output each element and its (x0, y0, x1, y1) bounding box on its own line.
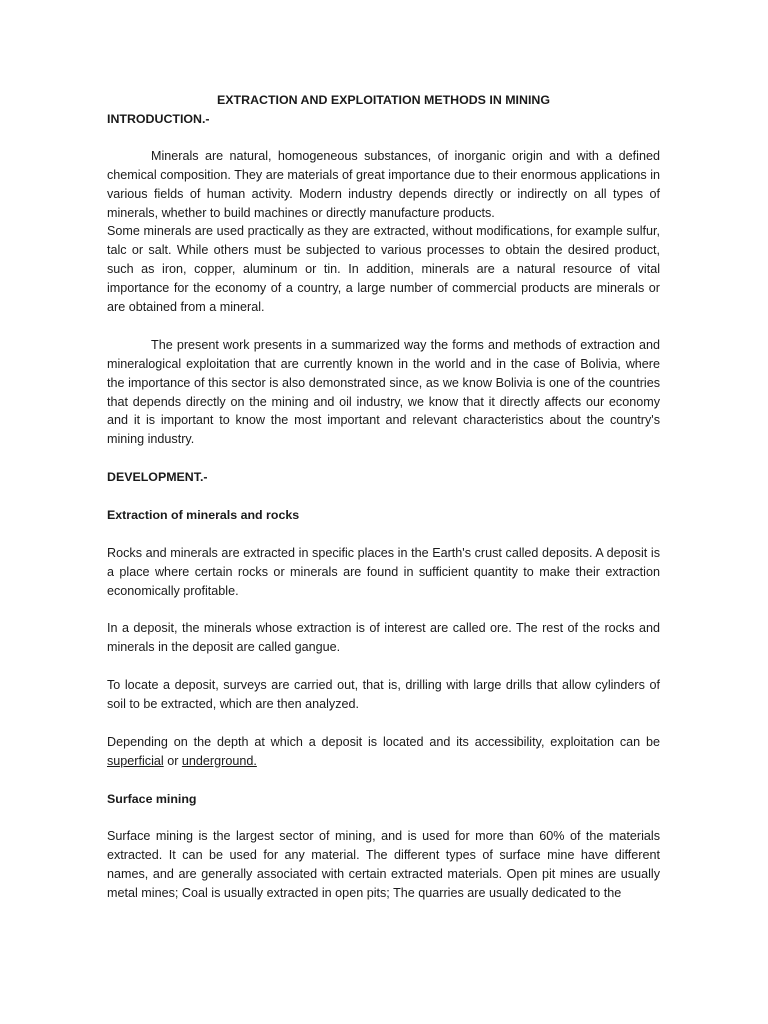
extraction-paragraph-4-text: Depending on the depth at which a deposit is located and its accessibility, exploitation can be (107, 734, 660, 749)
spacer (107, 657, 660, 676)
spacer (107, 487, 660, 506)
extraction-heading: Extraction of minerals and rocks (107, 507, 300, 522)
introduction-heading: INTRODUCTION.- (107, 111, 210, 126)
intro-paragraph-2: Some minerals are used practically as they are extracted, without modifications, for example sulfur, talc or salt. While others must be subjected to various processes to obtain the desired product, such as iron, copper, aluminum or tin. In addition, minerals are a natural resource of vital importance for the economy of a country, a large number of commercial products are minerals or are obtained from a mineral. (107, 224, 660, 315)
or-text: or (167, 753, 179, 768)
spacer (107, 601, 660, 620)
intro-paragraph-3: The present work presents in a summarized way the forms and methods of extraction and mineralogical exploitation that are currently known in the world and in the case of Bolivia, where the importance of this sector is also demonstrated since, as we know Bolivia is one of the countries that depends directly on the mining and oil industry, we know that it directly affects our economy and it is important to know the most important and relevant characteristics about the country's mining industry. (107, 337, 660, 447)
document-page (107, 91, 660, 903)
superficial-link[interactable]: superficial (107, 753, 164, 768)
underground-link[interactable]: underground. (181, 753, 257, 768)
extraction-paragraph-3: To locate a deposit, surveys are carried out, that is, drilling with large drills that allow cylinders of soil to be extracted, which are then analyzed. (107, 678, 660, 711)
surface-mining-heading: Surface mining (107, 791, 197, 806)
spacer (107, 771, 660, 790)
extraction-paragraph-2: In a deposit, the minerals whose extraction is of interest are called ore. The rest of the rocks and minerals in the deposit are called gangue. (107, 621, 660, 655)
document-title: EXTRACTION AND EXPLOITATION METHODS IN MINING (217, 93, 550, 107)
extraction-paragraph-1: Rocks and minerals are extracted in specific places in the Earth's crust called deposits. A deposit is a place where certain rocks or minerals are found in sufficient quantity to make their extraction economically profitable. (107, 545, 660, 598)
extraction-paragraph-4 (107, 733, 660, 771)
spacer (107, 714, 660, 733)
spacer (107, 525, 660, 544)
spacer (107, 317, 660, 336)
development-heading: DEVELOPMENT.- (107, 470, 208, 485)
spacer (107, 449, 660, 468)
surface-mining-paragraph-1: Surface mining is the largest sector of mining, and is used for more than 60% of the materials extracted. It can be used for any material. The different types of surface mine have different names, and are generally associated with certain extracted materials. Open pit mines are usually metal mines; Coal is usually extracted in open pits; The quarries are usually dedicated to the (107, 829, 660, 901)
spacer (107, 129, 660, 147)
spacer (107, 808, 660, 827)
intro-paragraph-1: Minerals are natural, homogeneous substances, of inorganic origin and with a defined chemical composition. They are materials of great importance due to their enormous applications in various fields of human activity. Modern industry depends directly or indirectly on all types of minerals, whether to build machines or directly manufacture products. (107, 148, 660, 220)
